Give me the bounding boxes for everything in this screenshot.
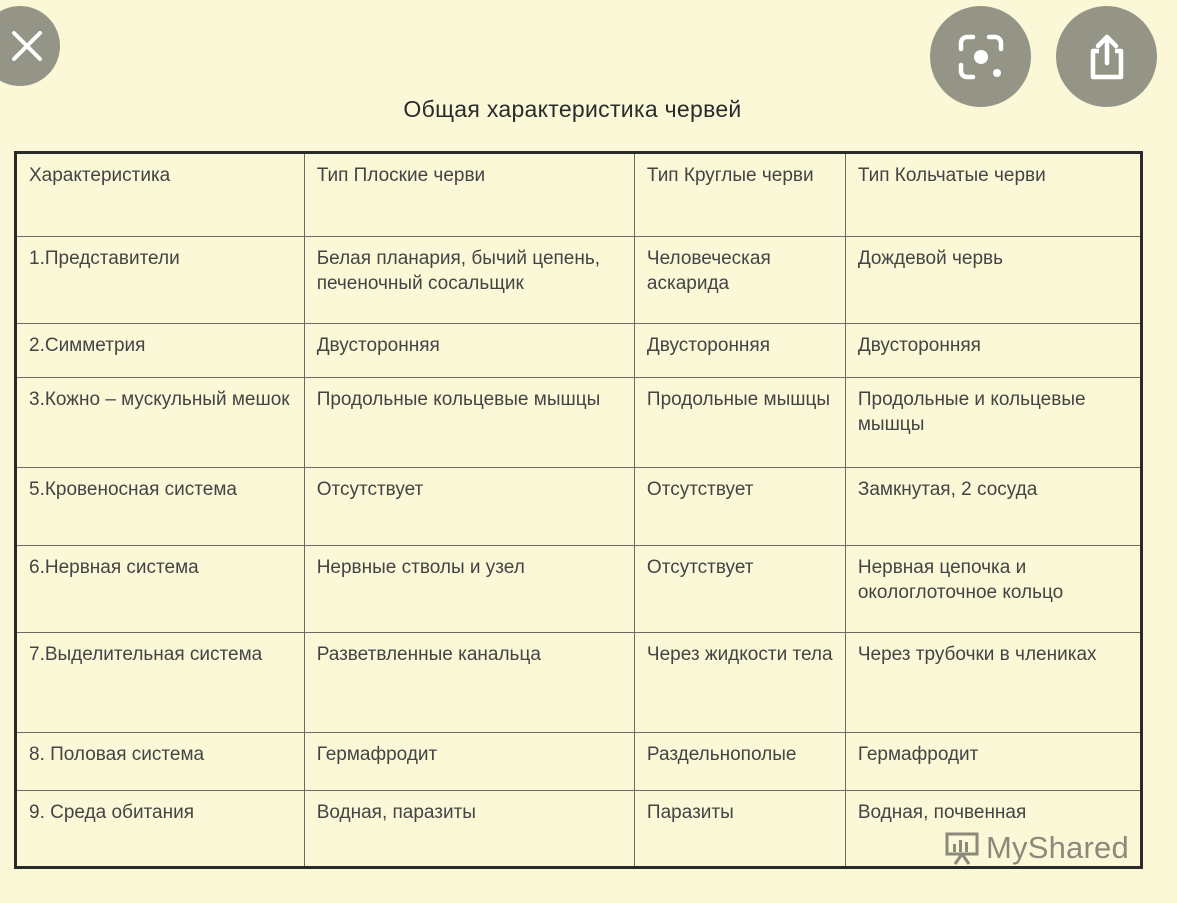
worm-characteristics-table	[14, 151, 1143, 869]
table-cell: 7.Выделительная система	[16, 633, 305, 733]
table-cell: Двусторонняя	[634, 324, 845, 378]
header-cell: Тип Кольчатые черви	[845, 153, 1141, 237]
table-cell: 2.Симметрия	[16, 324, 305, 378]
table-cell: Продольные кольцевые мышцы	[304, 378, 634, 468]
table-cell: 1.Представители	[16, 237, 305, 324]
share-button[interactable]	[1056, 6, 1157, 107]
close-button[interactable]	[0, 6, 60, 86]
table-row	[16, 633, 1142, 733]
table-cell: Водная, паразиты	[304, 791, 634, 868]
table-cell: Отсутствует	[304, 468, 634, 546]
table-cell: Гермафродит	[845, 733, 1141, 791]
close-icon	[8, 27, 46, 65]
table-cell: 9. Среда обитания	[16, 791, 305, 868]
table-cell: Отсутствует	[634, 468, 845, 546]
table-cell: Продольные и кольцевые мышцы	[845, 378, 1141, 468]
table-row	[16, 324, 1142, 378]
table-cell: Через жидкости тела	[634, 633, 845, 733]
table-cell: 3.Кожно – мускульный мешок	[16, 378, 305, 468]
table-row	[16, 237, 1142, 324]
table-header-row	[16, 153, 1142, 237]
page-title: Общая характеристика червей	[403, 96, 742, 122]
table-cell: Паразиты	[634, 791, 845, 868]
share-icon	[1085, 33, 1129, 81]
presentation-icon	[944, 830, 980, 866]
table-cell: Двусторонняя	[304, 324, 634, 378]
header-cell: Тип Плоские черви	[304, 153, 634, 237]
table-cell: Дождевой червь	[845, 237, 1141, 324]
table-cell: Человеческая аскарида	[634, 237, 845, 324]
table-cell: Замкнутая, 2 сосуда	[845, 468, 1141, 546]
table-row	[16, 468, 1142, 546]
myshared-watermark	[944, 830, 1129, 866]
watermark-text: MyShared	[986, 830, 1129, 865]
header-cell: Характеристика	[16, 153, 305, 237]
table-cell: Продольные мышцы	[634, 378, 845, 468]
table-cell: Гермафродит	[304, 733, 634, 791]
table-cell: Двусторонняя	[845, 324, 1141, 378]
table-cell: Через трубочки в члениках	[845, 633, 1141, 733]
table-cell: Разветвленные канальца	[304, 633, 634, 733]
table-cell: 6.Нервная система	[16, 546, 305, 633]
table-cell: Белая планария, бычий цепень, печеночный сосальщик	[304, 237, 634, 324]
table-cell: Нервные стволы и узел	[304, 546, 634, 633]
table-row	[16, 733, 1142, 791]
table-cell: Отсутствует	[634, 546, 845, 633]
table-cell: Водная, почвенная	[845, 791, 1141, 868]
lens-button[interactable]	[930, 6, 1031, 107]
table-row	[16, 378, 1142, 468]
header-cell: Тип Круглые черви	[634, 153, 845, 237]
table-cell: 8. Половая система	[16, 733, 305, 791]
lens-icon	[957, 33, 1005, 81]
table-cell: Раздельнополые	[634, 733, 845, 791]
table-cell: Нервная цепочка и окологлоточное кольцо	[845, 546, 1141, 633]
table-cell: 5.Кровеносная система	[16, 468, 305, 546]
table-row	[16, 546, 1142, 633]
